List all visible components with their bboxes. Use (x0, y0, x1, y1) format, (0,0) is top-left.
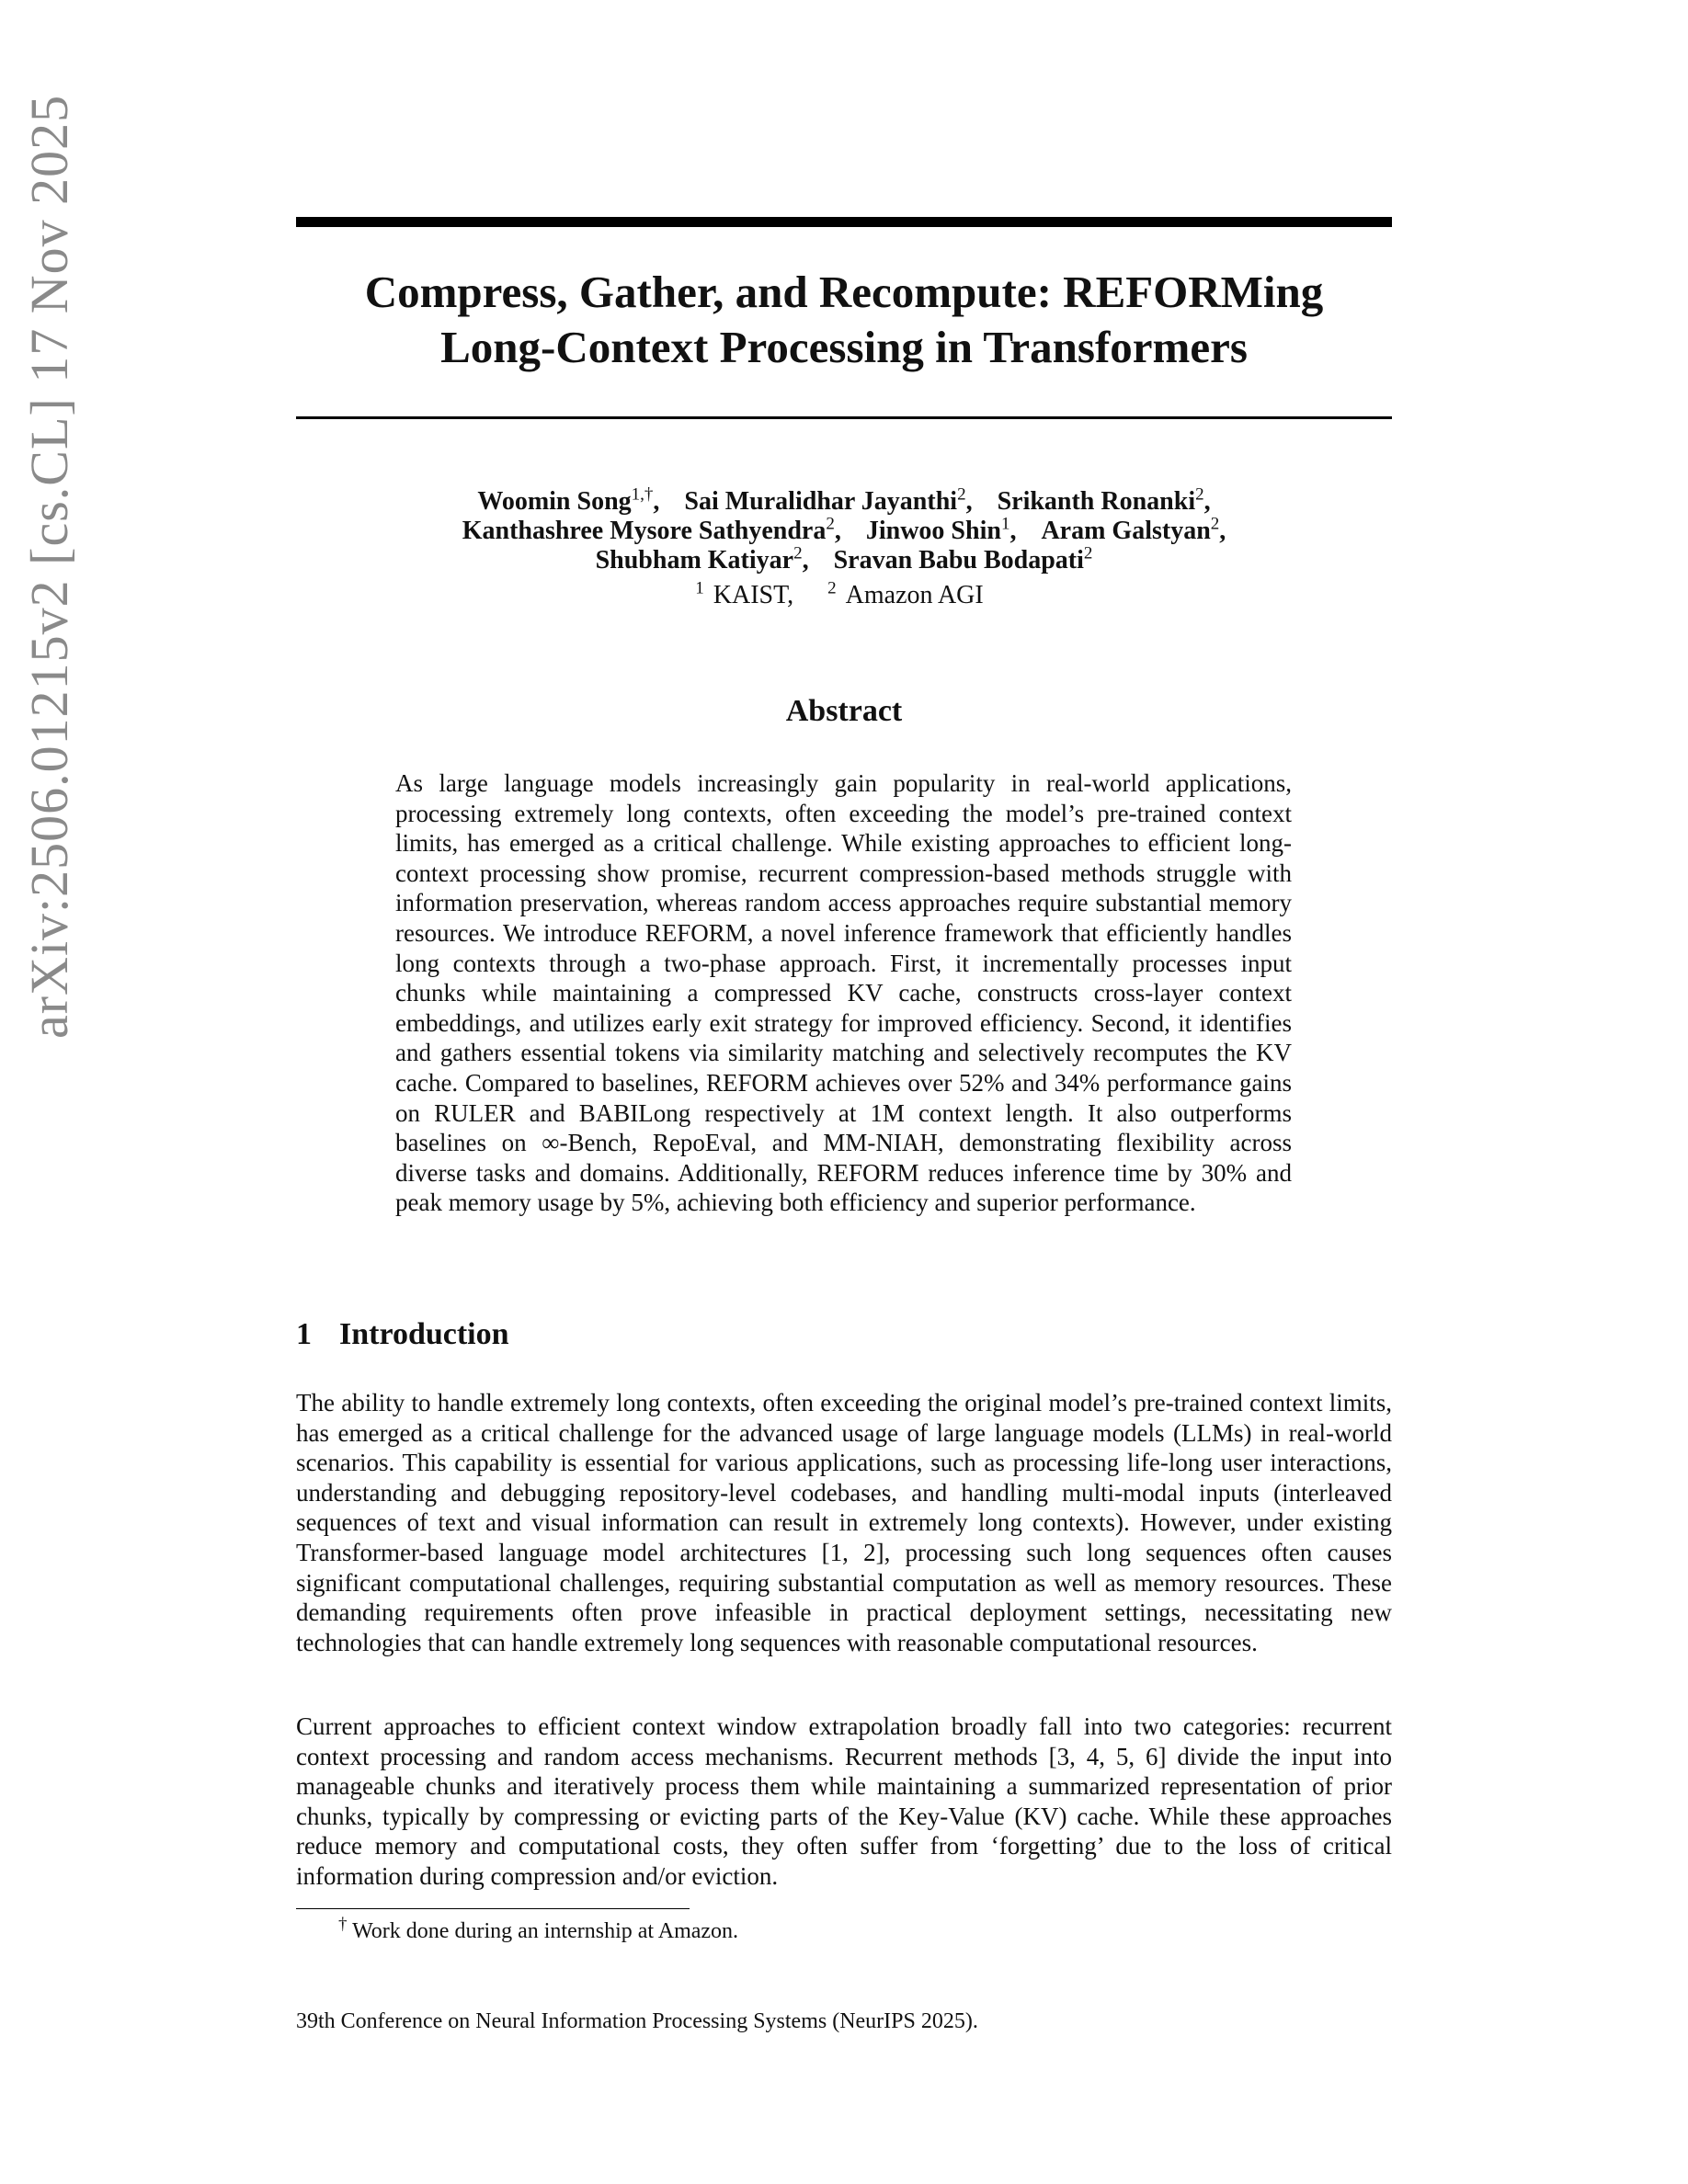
author-list (296, 484, 1392, 575)
intro-paragraph-2: Current approaches to efficient context window extrapolation broadly fall into two categories: recurrent context processing and random access mechanisms. Recurrent methods [3, 4, 5, 6] divide the input into manageable chunks and iteratively process them while maintaining a summarized representation of prior chunks, typically by compressing or evicting parts of the Key-Value (KV) cache. While these approaches reduce memory and computational costs, they often suffer from ‘forgetting’ due to the loss of critical information during compression and/or eviction. (296, 1712, 1392, 1890)
abstract-body: As large language models increasingly gain popularity in real-world applications, processing extremely long contexts, often exceeding the model’s pre-trained context limits, has emerged as a critical challenge. While existing approaches to efficient long-context processing show promise, recurrent compression-based methods struggle with information preservation, whereas random access approaches require substantial memory resources. We introduce REFORM, a novel inference framework that efficiently handles long contexts through a two-phase approach. First, it incrementally processes input chunks while maintaining a compressed KV cache, constructs cross-layer context embeddings, and utilizes early exit strategy for improved efficiency. Second, it identifies and gathers essential tokens via similarity matching and selectively recomputes the KV cache. Compared to baselines, REFORM achieves over 52% and 34% performance gains on RULER and BABILong respectively at 1M context length. It also outperforms baselines on ∞-Bench, RepoEval, and MM-NIAH, demonstrating flexibility across diverse tasks and domains. Additionally, REFORM reduces inference time by 30% and peak memory usage by 5%, achieving both efficiency and superior performance. (395, 769, 1292, 1217)
paper-title (296, 265, 1392, 375)
footnote (338, 1917, 738, 1945)
author: Shubham Katiyar$^2$, (595, 543, 809, 574)
author: Woomin Song$^{1,\dagger}$, (477, 484, 660, 516)
footnote-mark: † (338, 1915, 348, 1934)
section-heading (296, 1316, 509, 1353)
title-rule (296, 416, 1392, 419)
section-number: 1 (296, 1317, 312, 1351)
footnote-text: Work done during an internship at Amazon. (352, 1919, 739, 1943)
top-rule (296, 217, 1392, 227)
venue-note: 39th Conference on Neural Information Processing Systems (NeurIPS 2025). (296, 2009, 978, 2033)
footnote-rule (296, 1908, 690, 1909)
author: Jinwoo Shin$^1$, (865, 514, 1017, 545)
title-line-2: Long-Context Processing in Transformers (440, 322, 1248, 372)
author: Srikanth Ronanki$^2$, (997, 484, 1211, 516)
affiliation: $^2$ Amazon AGI (827, 578, 984, 609)
intro-paragraph-1: The ability to handle extremely long contexts, often exceeding the original model’s pre-trained context limits, has emerged as a critical challenge for the advanced usage of large language models (LLMs) in real-world scenarios. This capability is essential for various applications, such as processing life-long user interactions, understanding and debugging repository-level codebases, and handling multi-modal inputs (interleaved sequences of text and visual information can result in extremely long contexts). However, under existing Transformer-based language model architectures [1, 2], processing such long sequences often causes significant computational challenges, requiring substantial computation as well as memory resources. These demanding requirements often prove infeasible in practical deployment settings, necessitating new technologies that can handle extremely long sequences with reasonable computational resources. (296, 1389, 1392, 1656)
title-line-1: Compress, Gather, and Recompute: REFORMing (364, 267, 1324, 317)
abstract-heading: Abstract (785, 694, 903, 728)
author: Aram Galstyan$^2$, (1041, 514, 1226, 545)
author: Sai Muralidhar Jayanthi$^2$, (684, 484, 973, 516)
author: Sravan Babu Bodapati$^2$ (833, 543, 1093, 574)
section-title: Introduction (339, 1317, 509, 1351)
arxiv-identifier: arXiv:2506.01215v2 [cs.CL] 17 Nov 2025 (19, 94, 79, 1039)
affiliation: $^1$ KAIST, (695, 578, 794, 609)
affiliations (296, 578, 1392, 610)
author: Kanthashree Mysore Sathyendra$^2$, (462, 514, 841, 545)
